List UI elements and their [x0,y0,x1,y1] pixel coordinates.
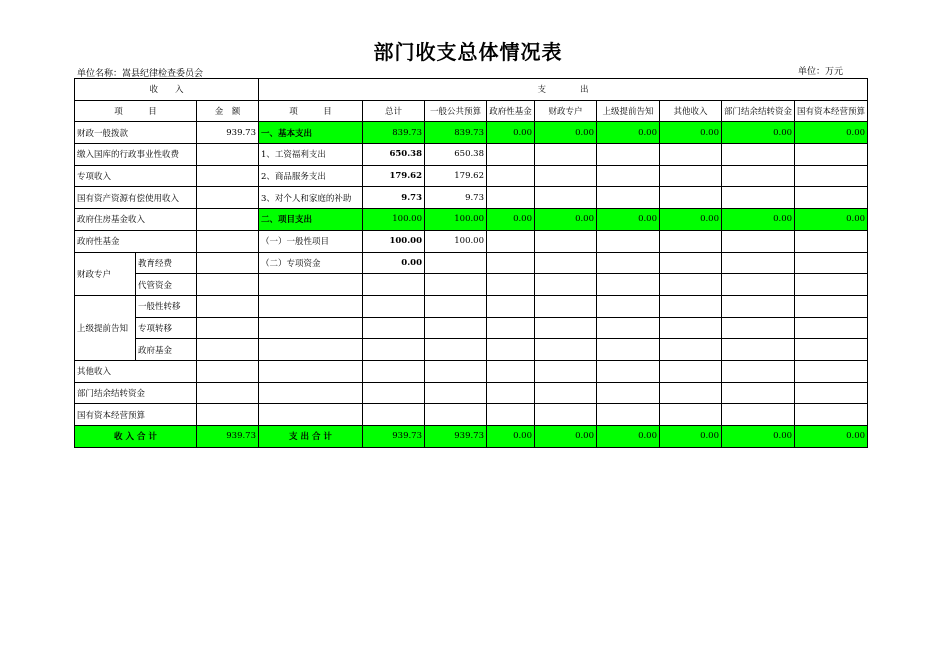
empty-cell [363,404,425,426]
empty-cell [660,295,722,317]
empty-cell [795,187,868,209]
income-sub-label: 专项转移 [136,317,197,339]
empty-cell [425,404,487,426]
empty-cell [597,230,660,252]
empty-cell [259,360,363,382]
expense-total: 9.73 [363,187,425,209]
empty-cell [597,187,660,209]
expense-general: 100.00 [425,209,487,231]
budget-table [74,78,868,448]
empty-cell [722,295,795,317]
table-row [75,230,868,252]
totals-row [75,426,868,448]
gov-fund-header: 政府性基金 [487,100,535,122]
unit-name: 单位名称：嵩县纪律检查委员会 [77,69,204,79]
grand-total: 939.73 [363,426,425,448]
income-total-amount: 939.73 [197,426,259,448]
empty-cell [660,274,722,296]
empty-cell [259,404,363,426]
empty-cell [660,360,722,382]
empty-cell [597,252,660,274]
empty-cell [487,144,535,166]
table-row [75,144,868,166]
empty-cell [259,382,363,404]
table-row [75,382,868,404]
empty-cell [535,404,597,426]
empty-cell [487,165,535,187]
table-row [75,339,868,361]
expense-total: 0.00 [363,252,425,274]
empty-cell [535,339,597,361]
expense-general: 839.73 [425,122,487,144]
expense-other: 0.00 [660,122,722,144]
table-row [75,122,868,144]
unit-label: 单位：万元 [798,67,844,77]
empty-cell [795,295,868,317]
income-label: 部门结余结转资金 [75,382,197,404]
empty-cell [722,165,795,187]
empty-cell [197,317,259,339]
income-sub-label: 代管资金 [136,274,197,296]
empty-cell [363,317,425,339]
expense-gov-fund: 0.00 [487,209,535,231]
expense-fiscal: 0.00 [535,122,597,144]
empty-cell [425,360,487,382]
expense-total: 839.73 [363,122,425,144]
income-amount: 939.73 [197,122,259,144]
empty-cell [487,382,535,404]
expense-label: 1、工资福利支出 [259,144,363,166]
expense-carry: 0.00 [722,122,795,144]
expense-prior: 0.00 [597,122,660,144]
expense-total-label: 支 出 合 计 [259,426,363,448]
expense-carry: 0.00 [722,209,795,231]
empty-cell [722,360,795,382]
total-state: 0.00 [795,426,868,448]
table-row [75,360,868,382]
total-fiscal: 0.00 [535,426,597,448]
table-row [75,252,868,274]
expense-header: 支 出 [259,79,868,101]
prior-notice-header: 上级提前告知 [597,100,660,122]
income-label: 国有资产资源有偿使用收入 [75,187,197,209]
empty-cell [259,274,363,296]
empty-cell [197,274,259,296]
table-row [75,209,868,231]
income-label: 其他收入 [75,360,197,382]
carryover-header: 部门结余结转资金 [722,100,795,122]
expense-state: 0.00 [795,122,868,144]
empty-cell [660,165,722,187]
expense-fiscal: 0.00 [535,209,597,231]
income-amount [197,187,259,209]
empty-cell [795,165,868,187]
empty-cell [425,274,487,296]
table-row [75,274,868,296]
empty-cell [722,230,795,252]
total-other: 0.00 [660,426,722,448]
income-label: 专项收入 [75,165,197,187]
empty-cell [535,382,597,404]
income-amount [197,230,259,252]
page-title: 部门收支总体情况表 [373,40,563,64]
income-sub-label: 政府基金 [136,339,197,361]
income-label: 缴入国库的行政事业性收费 [75,144,197,166]
total-gov-fund: 0.00 [487,426,535,448]
expense-label: 二、项目支出 [259,209,363,231]
expense-gov-fund: 0.00 [487,122,535,144]
expense-prior: 0.00 [597,209,660,231]
expense-general: 9.73 [425,187,487,209]
general-budget-header: 一般公共预算 [425,100,487,122]
income-label: 财政一般拨款 [75,122,197,144]
empty-cell [795,144,868,166]
income-amount [197,144,259,166]
empty-cell [487,339,535,361]
table-row [75,187,868,209]
empty-cell [535,230,597,252]
empty-cell [535,295,597,317]
empty-cell [597,339,660,361]
empty-cell [425,295,487,317]
expense-general: 179.62 [425,165,487,187]
empty-cell [487,404,535,426]
empty-cell [660,404,722,426]
empty-cell [722,187,795,209]
empty-cell [535,274,597,296]
empty-cell [535,187,597,209]
empty-cell [795,360,868,382]
empty-cell [660,230,722,252]
income-label: 政府住房基金收入 [75,209,197,231]
empty-cell [535,165,597,187]
empty-cell [722,339,795,361]
empty-cell [597,144,660,166]
empty-cell [259,317,363,339]
empty-cell [425,252,487,274]
empty-cell [660,339,722,361]
expense-total: 650.38 [363,144,425,166]
empty-cell [363,339,425,361]
total-carry: 0.00 [722,426,795,448]
income-label: 国有资本经营预算 [75,404,197,426]
empty-cell [795,252,868,274]
expense-label: （二）专项资金 [259,252,363,274]
total-general: 939.73 [425,426,487,448]
income-amount [197,360,259,382]
expense-label: 3、对个人和家庭的补助 [259,187,363,209]
empty-cell [535,360,597,382]
expense-total: 100.00 [363,209,425,231]
expense-general: 650.38 [425,144,487,166]
empty-cell [597,360,660,382]
empty-cell [487,295,535,317]
expense-item-header: 项 目 [259,100,363,122]
income-amount-header: 金 额 [197,100,259,122]
header-row-2 [75,100,868,122]
empty-cell [597,165,660,187]
empty-cell [795,274,868,296]
income-item-header: 项 目 [75,100,197,122]
income-header: 收 入 [75,79,259,101]
income-label: 政府性基金 [75,230,197,252]
empty-cell [363,360,425,382]
empty-cell [795,339,868,361]
empty-cell [660,317,722,339]
income-total-label: 收 入 合 计 [75,426,197,448]
empty-cell [487,187,535,209]
empty-cell [197,295,259,317]
expense-label: 2、商品服务支出 [259,165,363,187]
empty-cell [722,404,795,426]
header-row-1 [75,79,868,101]
empty-cell [795,230,868,252]
fiscal-special-header: 财政专户 [535,100,597,122]
empty-cell [363,274,425,296]
expense-total: 100.00 [363,230,425,252]
total-prior: 0.00 [597,426,660,448]
empty-cell [722,274,795,296]
empty-cell [722,382,795,404]
empty-cell [660,144,722,166]
empty-cell [535,144,597,166]
empty-cell [660,252,722,274]
empty-cell [363,295,425,317]
empty-cell [363,382,425,404]
empty-cell [535,252,597,274]
empty-cell [660,187,722,209]
income-amount [197,404,259,426]
empty-cell [597,295,660,317]
empty-cell [487,317,535,339]
empty-cell [487,252,535,274]
empty-cell [535,317,597,339]
table-row [75,317,868,339]
empty-cell [597,317,660,339]
empty-cell [597,382,660,404]
empty-cell [795,404,868,426]
empty-cell [722,317,795,339]
expense-label: 一、基本支出 [259,122,363,144]
income-amount [197,165,259,187]
empty-cell [487,230,535,252]
empty-cell [197,252,259,274]
table-row [75,295,868,317]
empty-cell [425,339,487,361]
table-row [75,404,868,426]
expense-state: 0.00 [795,209,868,231]
empty-cell [722,144,795,166]
empty-cell [660,382,722,404]
empty-cell [722,252,795,274]
empty-cell [487,360,535,382]
table-row [75,165,868,187]
income-group-label: 上级提前告知 [75,295,136,360]
empty-cell [197,339,259,361]
income-amount [197,382,259,404]
empty-cell [487,274,535,296]
empty-cell [795,382,868,404]
empty-cell [795,317,868,339]
empty-cell [259,339,363,361]
expense-other: 0.00 [660,209,722,231]
expense-total: 179.62 [363,165,425,187]
empty-cell [425,382,487,404]
expense-general: 100.00 [425,230,487,252]
empty-cell [425,317,487,339]
state-capital-header: 国有资本经营预算 [795,100,868,122]
empty-cell [597,274,660,296]
income-amount [197,209,259,231]
other-income-header: 其他收入 [660,100,722,122]
empty-cell [597,404,660,426]
income-group-label: 财政专户 [75,252,136,295]
income-sub-label: 教育经费 [136,252,197,274]
empty-cell [259,295,363,317]
expense-label: （一）一般性项目 [259,230,363,252]
income-sub-label: 一般性转移 [136,295,197,317]
total-header: 总计 [363,100,425,122]
